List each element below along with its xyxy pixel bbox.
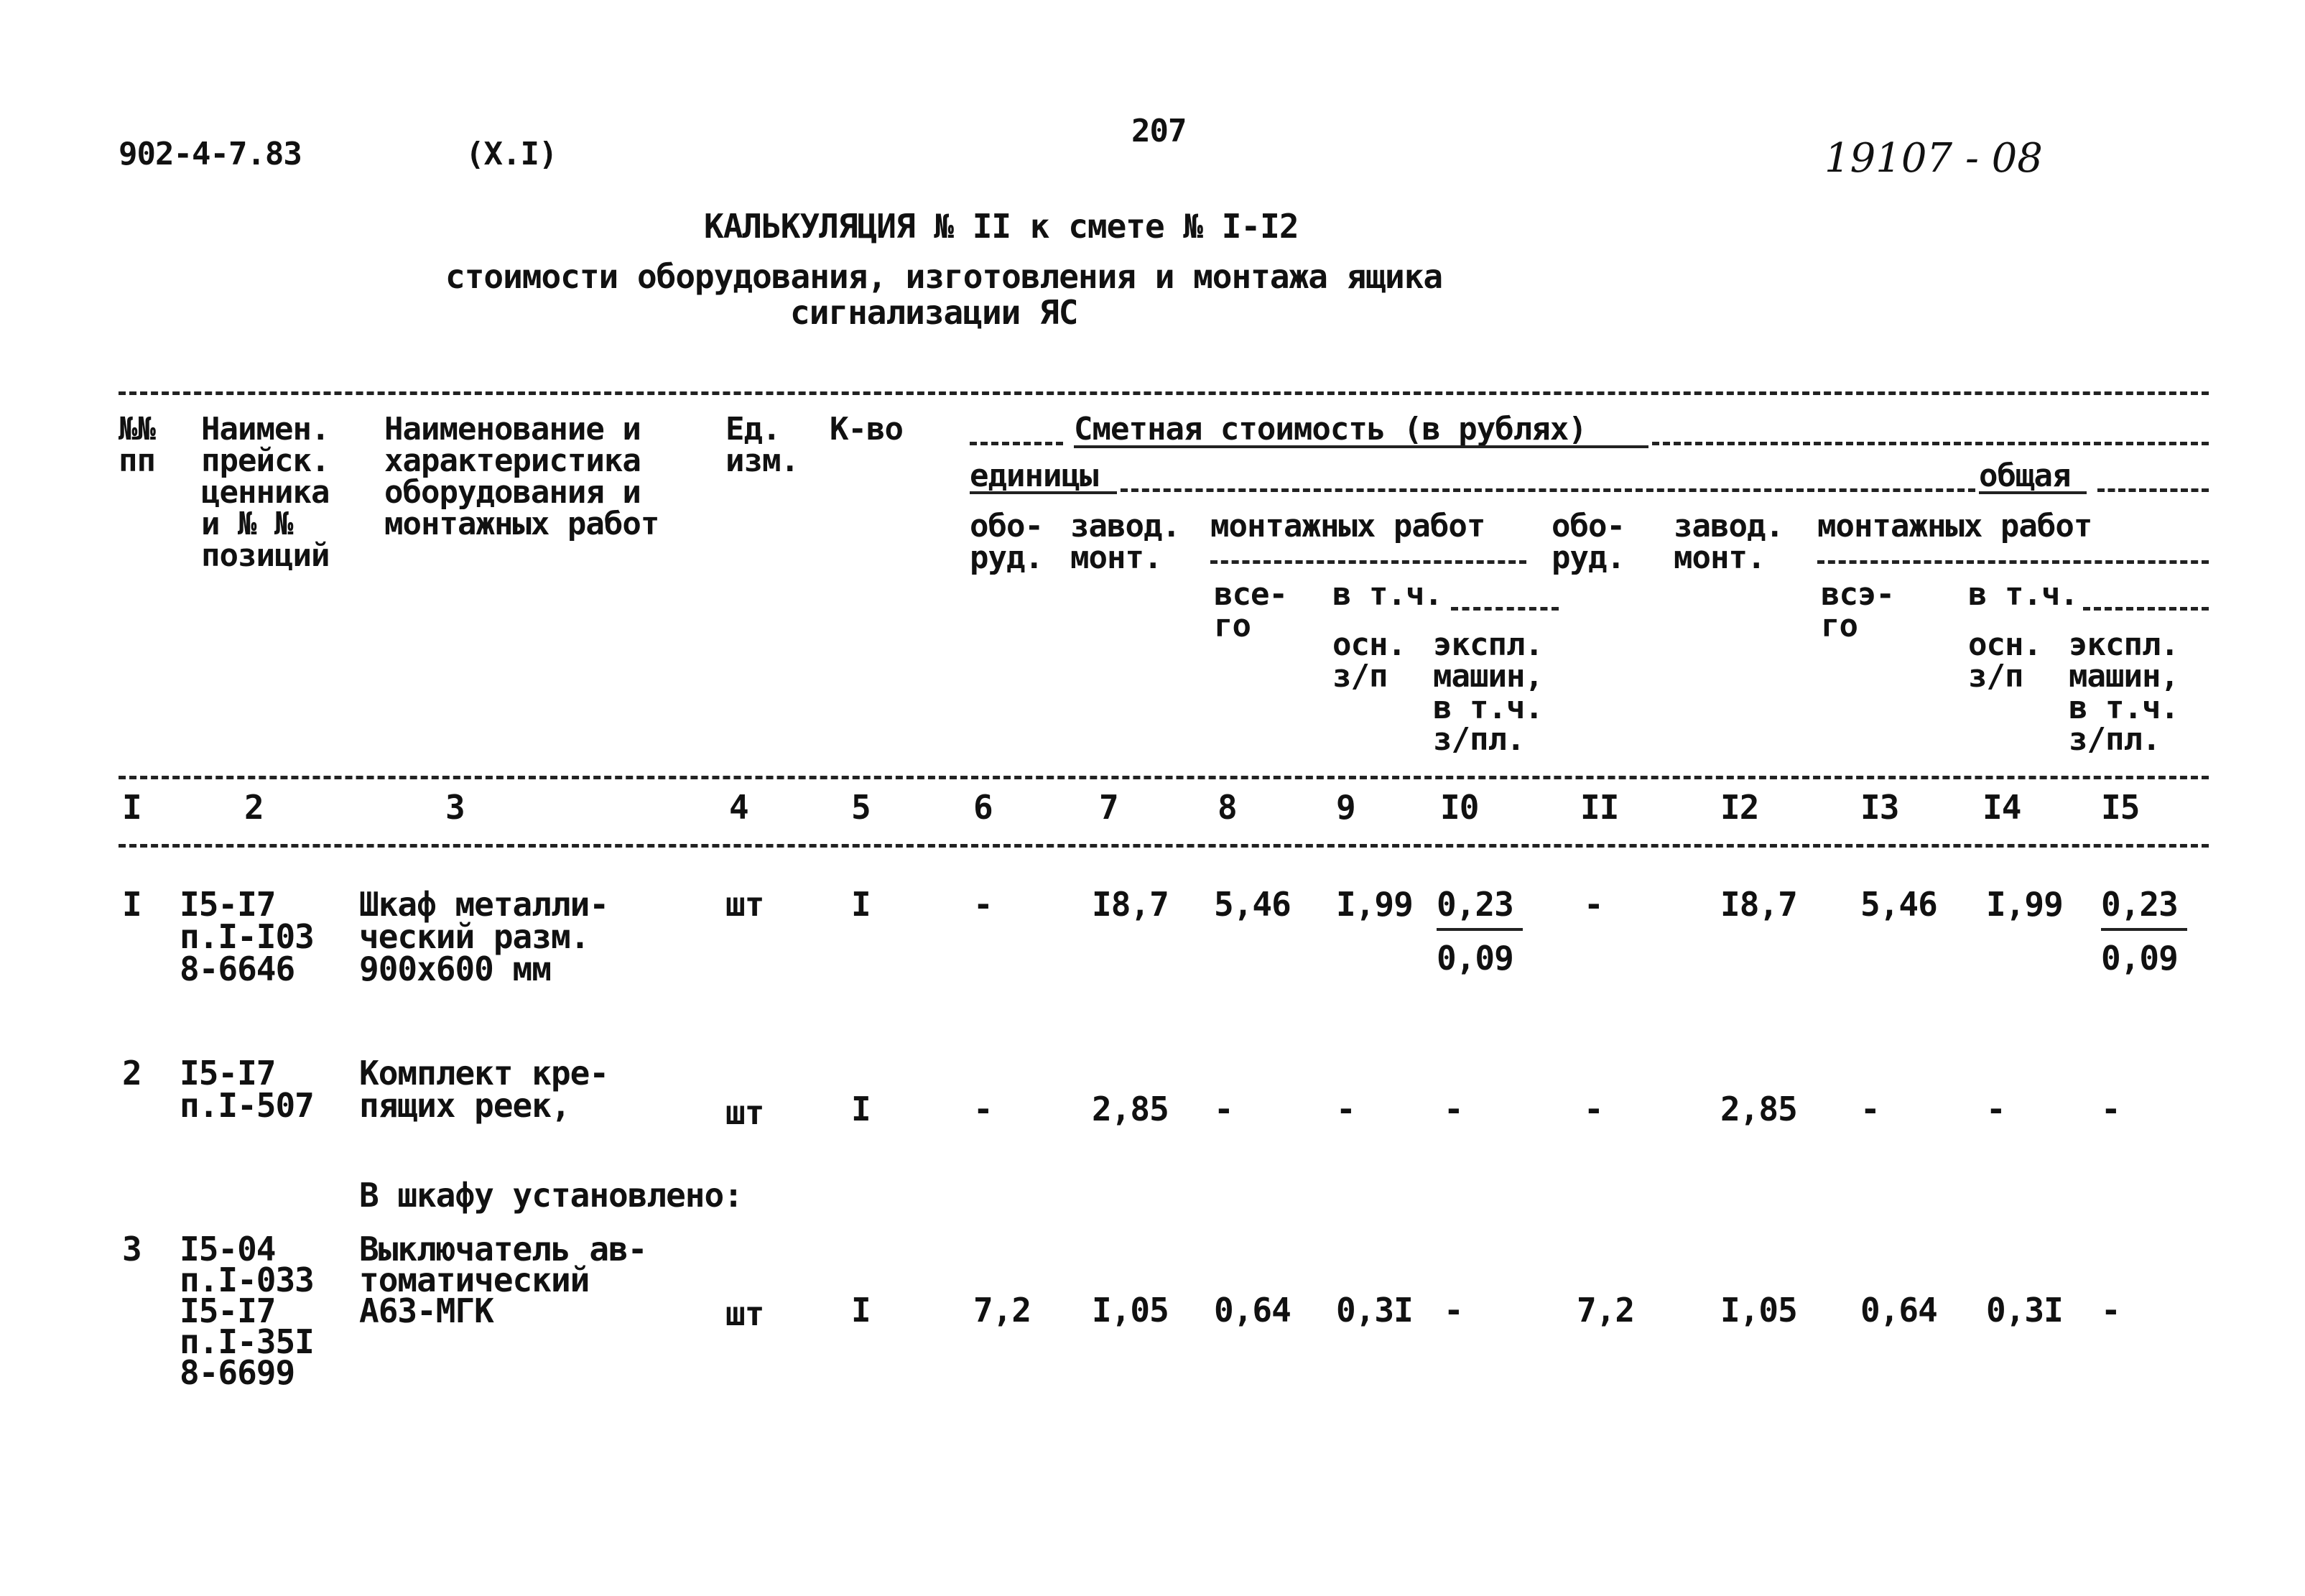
row-number: 3 <box>122 1230 142 1268</box>
incl-subheader-unit: в т.ч. <box>1332 576 1442 613</box>
fraction-line <box>2101 928 2187 931</box>
row-number: 2 <box>122 1054 142 1092</box>
header-bottom-rule <box>119 776 2209 779</box>
header-rule <box>2097 488 2209 492</box>
header-rule <box>1121 488 1975 492</box>
section-code: (X.I) <box>465 136 557 172</box>
cost-group-underline <box>1074 445 1648 448</box>
cost-group-header: Сметная стоимость (в рублях) <box>1074 411 1587 447</box>
header-rule <box>2083 607 2209 611</box>
total-underline <box>1979 491 2087 494</box>
total-subheader: общая <box>1979 458 2071 494</box>
row-number: I <box>122 885 142 924</box>
header-rule <box>970 442 1063 445</box>
fraction-line <box>1437 928 1523 931</box>
header-rule <box>1210 560 1526 564</box>
unit-underline <box>970 491 1117 494</box>
column-header-5: К-во <box>830 411 903 447</box>
incl-subheader-total: в т.ч. <box>1968 576 2078 613</box>
header-rule <box>1451 607 1559 611</box>
page-number: 207 <box>1131 113 1187 149</box>
calculation-subtitle: стоимости оборудования, изготовления и монтажа ящика <box>445 257 1443 296</box>
document-code: 902-4-7.83 <box>119 136 302 172</box>
table-top-rule <box>119 391 2209 395</box>
unit-subheader: единицы <box>970 458 1098 494</box>
header-rule <box>1817 560 2209 564</box>
mount-subheader-unit: монтажных работ <box>1210 508 1485 544</box>
mount-subheader-total: монтажных работ <box>1817 508 2092 544</box>
column-numbers-rule <box>119 844 2209 848</box>
header-rule <box>1652 442 2209 445</box>
calculation-subtitle-2: сигнализации ЯС <box>790 293 1078 332</box>
section-note: В шкафу установлено: <box>359 1176 743 1215</box>
handwritten-code: 19107 - 08 <box>1824 135 2043 182</box>
calculation-title: КАЛЬКУЛЯЦИЯ № II к смете № I-I2 <box>704 207 1299 246</box>
